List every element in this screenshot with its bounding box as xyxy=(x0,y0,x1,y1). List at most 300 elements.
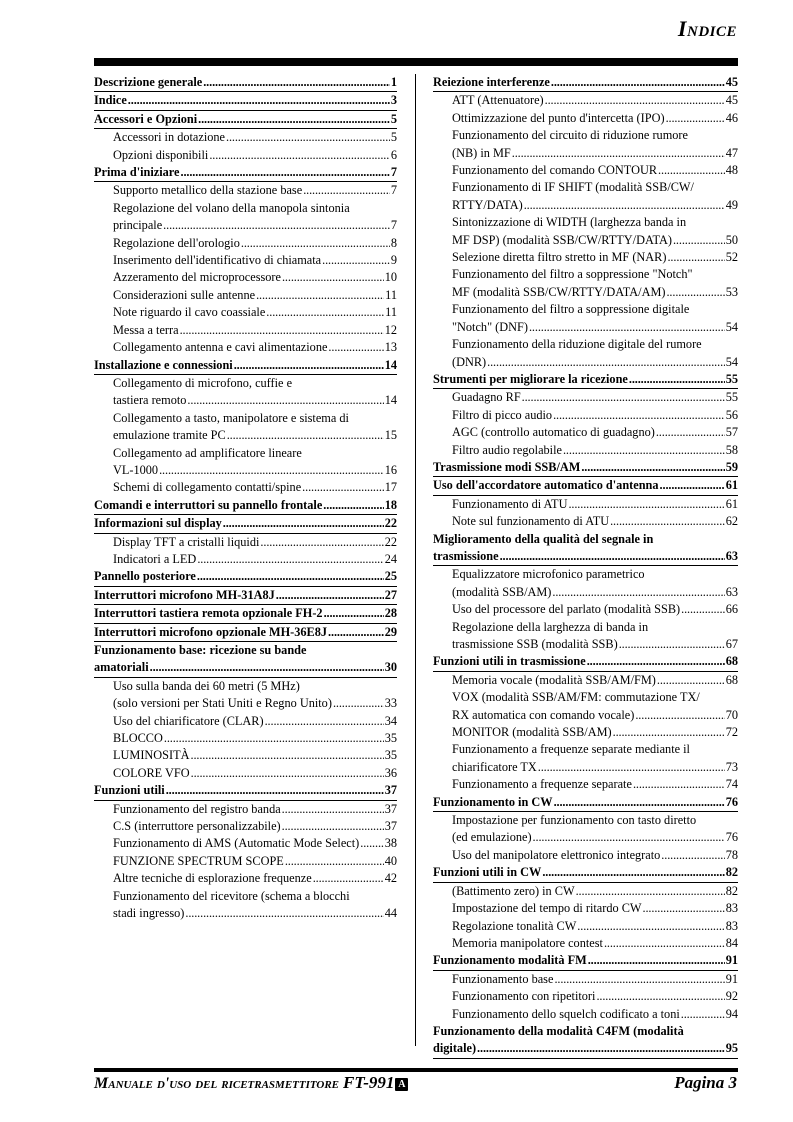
toc-leader-dots xyxy=(223,515,384,532)
toc-section xyxy=(433,531,738,567)
toc-page-number: 47 xyxy=(725,145,738,160)
toc-subsection xyxy=(94,853,397,870)
toc-section xyxy=(433,477,738,495)
toc-page-number: 37 xyxy=(384,819,397,834)
toc-subsection xyxy=(433,162,738,179)
toc-entry-text: Uso sulla banda dei 60 metri (5 MHz) xyxy=(113,678,300,693)
toc-page-number: 44 xyxy=(384,906,397,921)
toc-page-number: 68 xyxy=(725,654,738,669)
toc-leader-dots xyxy=(226,129,390,146)
toc-section xyxy=(94,92,397,110)
toc-section xyxy=(94,605,397,623)
toc-leader-dots xyxy=(604,935,725,952)
toc-subsection xyxy=(94,870,397,887)
toc-entry-text: Funzionamento base xyxy=(452,971,554,986)
toc-entry-text: Regolazione dell'orologio xyxy=(113,235,240,250)
toc-entry-text: Filtro audio regolabile xyxy=(452,442,562,457)
toc-leader-dots xyxy=(285,853,384,870)
toc-entry-text: Supporto metallico della stazione base xyxy=(113,183,303,198)
toc-leader-dots xyxy=(477,1040,725,1057)
toc-subsection xyxy=(433,812,738,847)
toc-subsection xyxy=(94,375,397,410)
toc-page-number: 9 xyxy=(390,253,397,268)
toc-subsection xyxy=(94,551,397,568)
toc-section xyxy=(433,371,738,389)
toc-subsection xyxy=(433,266,738,301)
toc-entry-text: MONITOR (modalità SSB/AM) xyxy=(452,725,612,740)
toc-subsection xyxy=(94,287,397,304)
toc-subsection xyxy=(433,776,738,793)
toc-entry-text-line: Regolazione della larghezza di banda in xyxy=(452,619,649,634)
toc-page-number: 50 xyxy=(725,232,738,247)
toc-entry-text: digitale) xyxy=(433,1041,477,1056)
toc-left-column xyxy=(94,74,397,923)
toc-entry-text: Collegamento antenna e cavi alimentazione xyxy=(113,340,328,355)
toc-page-number: 6 xyxy=(390,147,397,162)
toc-entry-text: Funzionamento con ripetitori xyxy=(452,989,596,1004)
toc-leader-dots xyxy=(581,459,724,476)
toc-page-number: 82 xyxy=(725,883,738,898)
toc-subsection xyxy=(433,1006,738,1023)
toc-page-number: 24 xyxy=(384,551,397,566)
toc-subsection xyxy=(433,389,738,406)
toc-page-number: 68 xyxy=(725,672,738,687)
toc-subsection xyxy=(433,988,738,1005)
toc-leader-dots xyxy=(303,182,390,199)
toc-section xyxy=(94,587,397,605)
toc-leader-dots xyxy=(265,713,384,730)
toc-leader-dots xyxy=(577,918,724,935)
toc-page-number: 62 xyxy=(725,514,738,529)
toc-section xyxy=(94,497,397,515)
toc-subsection xyxy=(433,918,738,935)
toc-subsection xyxy=(433,741,738,776)
toc-page-number: 5 xyxy=(390,130,397,145)
toc-leader-dots xyxy=(666,284,724,301)
toc-entry-text: LUMINOSITÀ xyxy=(113,748,190,763)
toc-section xyxy=(433,459,738,477)
toc-entry-text: Funzionamento in CW xyxy=(433,794,553,809)
toc-subsection xyxy=(433,971,738,988)
toc-page-number: 73 xyxy=(725,759,738,774)
toc-subsection xyxy=(94,730,397,747)
toc-entry-text: amatoriali xyxy=(94,660,149,675)
toc-page-number: 34 xyxy=(384,713,397,728)
toc-leader-dots xyxy=(656,424,725,441)
toc-page-number: 40 xyxy=(384,853,397,868)
toc-entry-text: Strumenti per migliorare la ricezione xyxy=(433,371,628,386)
toc-page-number: 83 xyxy=(725,918,738,933)
toc-page-number: 25 xyxy=(384,569,397,584)
toc-subsection xyxy=(433,407,738,424)
toc-page-number: 63 xyxy=(725,584,738,599)
toc-entry-text: Interruttori microfono MH-31A8J xyxy=(94,587,275,602)
toc-entry-text: Installazione e connessioni xyxy=(94,357,233,372)
toc-leader-dots xyxy=(635,707,724,724)
toc-page-number: 54 xyxy=(725,354,738,369)
toc-page-number: 7 xyxy=(390,218,397,233)
toc-entry-text-line: Equalizzatore microfonico parametrico xyxy=(452,567,645,582)
toc-subsection xyxy=(94,252,397,269)
toc-page-number: 18 xyxy=(384,497,397,512)
toc-entry-text: MF (modalità SSB/CW/RTTY/DATA/AM) xyxy=(452,284,666,299)
toc-page-number: 28 xyxy=(384,606,397,621)
toc-leader-dots xyxy=(234,357,384,374)
toc-subsection xyxy=(433,883,738,900)
toc-section xyxy=(433,794,738,812)
toc-entry-text: Note sul funzionamento di ATU xyxy=(452,514,610,529)
toc-entry-text: Prima d'iniziare xyxy=(94,165,180,180)
toc-section xyxy=(94,164,397,182)
toc-subsection xyxy=(433,689,738,724)
toc-entry-text: Funzionamento del registro banda xyxy=(113,801,281,816)
toc-entry-text: Funzioni utili in trasmissione xyxy=(433,654,586,669)
toc-leader-dots xyxy=(313,870,384,887)
toc-page-number: 95 xyxy=(725,1041,738,1056)
toc-section xyxy=(94,357,397,375)
toc-leader-dots xyxy=(197,551,383,568)
toc-page-number: 42 xyxy=(384,871,397,886)
toc-page-number: 36 xyxy=(384,765,397,780)
toc-entry-text: Opzioni disponibili xyxy=(113,147,209,162)
toc-subsection xyxy=(433,249,738,266)
toc-subsection xyxy=(433,601,738,618)
toc-leader-dots xyxy=(587,653,725,670)
toc-page-number: 45 xyxy=(725,75,738,89)
page-title: Indice xyxy=(677,16,737,41)
toc-page-number: 14 xyxy=(384,393,397,408)
toc-leader-dots xyxy=(553,407,725,424)
toc-subsection xyxy=(433,442,738,459)
toc-leader-dots xyxy=(588,952,725,969)
toc-page-number: 72 xyxy=(725,725,738,740)
toc-entry-text: tastiera remoto xyxy=(113,393,187,408)
toc-page-number: 13 xyxy=(384,340,397,355)
toc-entry-text: Note riguardo il cavo coassiale xyxy=(113,305,266,320)
toc-section xyxy=(94,515,397,533)
toc-entry-text-line: Funzionamento della riduzione digitale del rumore xyxy=(452,337,702,352)
toc-page-number: 84 xyxy=(725,935,738,950)
toc-subsection xyxy=(433,900,738,917)
toc-section xyxy=(433,74,738,92)
toc-entry-text: FUNZIONE SPECTRUM SCOPE xyxy=(113,853,284,868)
toc-leader-dots xyxy=(681,1006,725,1023)
toc-leader-dots xyxy=(324,605,384,622)
toc-entry-text: Pannello posteriore xyxy=(94,569,196,584)
toc-page-number: 17 xyxy=(384,480,397,495)
toc-entry-text: Funzionamento dello squelch codificato a toni xyxy=(452,1006,680,1021)
toc-leader-dots xyxy=(667,249,724,266)
toc-leader-dots xyxy=(613,724,725,741)
toc-entry-text: Funzionamento di AMS (Automatic Mode Select) xyxy=(113,836,360,851)
toc-subsection xyxy=(433,496,738,513)
toc-entry-text: trasmissione xyxy=(433,548,499,563)
toc-leader-dots xyxy=(191,765,384,782)
toc-leader-dots xyxy=(657,672,725,689)
toc-page-number: 56 xyxy=(725,407,738,422)
toc-entry-text: (Battimento zero) in CW xyxy=(452,883,575,898)
toc-entry-text: Funzioni utili xyxy=(94,783,165,798)
toc-leader-dots xyxy=(323,497,383,514)
toc-section xyxy=(433,1023,738,1059)
toc-leader-dots xyxy=(554,971,724,988)
title-rule xyxy=(94,58,738,66)
toc-right-column xyxy=(433,74,738,1059)
toc-leader-dots xyxy=(360,835,383,852)
toc-subsection xyxy=(433,214,738,249)
toc-subsection xyxy=(94,747,397,764)
toc-page-number: 78 xyxy=(725,847,738,862)
toc-leader-dots xyxy=(643,900,725,917)
toc-subsection xyxy=(94,410,397,445)
toc-entry-text: Accessori e Opzioni xyxy=(94,111,198,126)
toc-leader-dots xyxy=(241,235,390,252)
toc-page-number: 22 xyxy=(384,534,397,549)
toc-page-number: 76 xyxy=(725,830,738,845)
toc-subsection xyxy=(94,678,397,695)
toc-subsection xyxy=(94,147,397,164)
toc-entry-text: Comandi e interruttori su pannello frontale xyxy=(94,497,323,512)
toc-leader-dots xyxy=(551,74,725,91)
toc-page-number: 11 xyxy=(385,305,397,320)
toc-entry-text-line: Sintonizzazione di WIDTH (larghezza banda in xyxy=(452,215,687,230)
toc-page-number: 55 xyxy=(725,371,738,386)
footer-manual-title xyxy=(94,1073,408,1093)
toc-section xyxy=(94,782,397,800)
toc-leader-dots xyxy=(552,584,724,601)
toc-leader-dots xyxy=(487,354,725,371)
toc-leader-dots xyxy=(328,624,384,641)
toc-entry-text: Regolazione tonalità CW xyxy=(452,918,577,933)
toc-page-number: 59 xyxy=(725,459,738,474)
toc-entry-text: Interruttori tastiera remota opzionale FH-2 xyxy=(94,606,323,621)
toc-subsection xyxy=(94,304,397,321)
toc-entry-text: Ottimizzazione del punto d'intercetta (IPO) xyxy=(452,110,665,125)
toc-entry-text: chiarificatore TX xyxy=(452,759,537,774)
toc-entry-text: principale xyxy=(113,218,163,233)
toc-entry-text: C.S (interruttore personalizzabile) xyxy=(113,819,281,834)
toc-subsection xyxy=(433,110,738,127)
footer-rule xyxy=(94,1068,738,1072)
toc-leader-dots xyxy=(633,776,725,793)
model-name: FT-991 xyxy=(343,1073,395,1092)
toc-page-number: 76 xyxy=(725,794,738,809)
toc-leader-dots xyxy=(545,92,725,109)
toc-leader-dots xyxy=(163,217,390,234)
manual-label: Manuale d'uso del ricetrasmettitore xyxy=(94,1075,340,1092)
toc-subsection xyxy=(94,835,397,852)
toc-leader-dots xyxy=(619,636,725,653)
toc-entry-text: Uso del processore del parlato (modalità SSB) xyxy=(452,602,681,617)
toc-subsection xyxy=(94,695,397,712)
toc-page-number: 33 xyxy=(384,696,397,711)
toc-entry-text: Schemi di collegamento contatti/spine xyxy=(113,480,302,495)
toc-subsection xyxy=(94,765,397,782)
toc-entry-text: Selezione diretta filtro stretto in MF (NAR) xyxy=(452,250,667,265)
toc-entry-text: Funzioni utili in CW xyxy=(433,865,542,880)
toc-leader-dots xyxy=(128,92,390,109)
toc-leader-dots xyxy=(185,905,383,922)
toc-subsection xyxy=(433,672,738,689)
toc-entry-text-line: Funzionamento di IF SHIFT (modalità SSB/CW/ xyxy=(452,180,694,195)
toc-entry-text-line: Funzionamento del ricevitore (schema a blocchi xyxy=(113,888,350,903)
toc-page-number: 46 xyxy=(725,110,738,125)
toc-page-number: 10 xyxy=(384,270,397,285)
toc-leader-dots xyxy=(197,568,384,585)
toc-page-number: 7 xyxy=(390,165,397,180)
toc-page-number: 91 xyxy=(725,953,738,968)
toc-leader-dots xyxy=(529,319,725,336)
toc-leader-dots xyxy=(282,801,384,818)
toc-entry-text: Accessori in dotazione xyxy=(113,130,225,145)
toc-entry-text: stadi ingresso) xyxy=(113,906,185,921)
toc-entry-text: Descrizione generale xyxy=(94,75,203,89)
toc-subsection xyxy=(433,513,738,530)
toc-subsection xyxy=(433,336,738,371)
toc-leader-dots xyxy=(512,145,725,162)
toc-page-number: 54 xyxy=(725,319,738,334)
toc-page-number: 3 xyxy=(390,93,397,108)
toc-subsection xyxy=(94,182,397,199)
toc-page-number: 14 xyxy=(384,357,397,372)
toc-page-number: 15 xyxy=(384,428,397,443)
toc-leader-dots xyxy=(181,164,390,181)
toc-entry-text: trasmissione SSB (modalità SSB) xyxy=(452,637,618,651)
toc-section xyxy=(94,642,397,678)
toc-entry-text: Memoria vocale (modalità SSB/AM/FM) xyxy=(452,672,656,687)
toc-entry-text: Interruttori microfono opzionale MH-36E8J xyxy=(94,624,328,639)
toc-leader-dots xyxy=(333,695,384,712)
toc-page-number: 1 xyxy=(390,75,397,89)
toc-page-number: 7 xyxy=(390,183,397,198)
toc-page-number: 91 xyxy=(725,971,738,986)
toc-leader-dots xyxy=(681,601,725,618)
toc-entry-text: (modalità SSB/AM) xyxy=(452,584,552,599)
toc-entry-text-line: Miglioramento della qualità del segnale in xyxy=(433,531,654,546)
toc-subsection xyxy=(94,713,397,730)
toc-entry-text: Filtro di picco audio xyxy=(452,407,553,422)
toc-page-number: 29 xyxy=(384,624,397,639)
toc-page-number: 92 xyxy=(725,989,738,1004)
toc-entry-text: "Notch" (DNF) xyxy=(452,319,528,334)
toc-entry-text: MF DSP) (modalità SSB/CW/RTTY/DATA) xyxy=(452,232,672,247)
toc-entry-text-line: Impostazione per funzionamento con tasto diretto xyxy=(452,813,697,828)
toc-leader-dots xyxy=(328,339,383,356)
toc-entry-text: Funzionamento modalità FM xyxy=(433,953,587,968)
toc-subsection xyxy=(433,566,738,601)
toc-entry-text: (solo versioni per Stati Uniti e Regno Unito) xyxy=(113,696,332,711)
toc-section xyxy=(94,74,397,92)
toc-page-number: 58 xyxy=(725,442,738,457)
toc-entry-text: Display TFT a cristalli liquidi xyxy=(113,534,260,549)
toc-leader-dots xyxy=(276,587,384,604)
toc-page-number: 38 xyxy=(384,836,397,851)
toc-leader-dots xyxy=(266,304,384,321)
toc-section xyxy=(433,952,738,970)
toc-subsection xyxy=(94,818,397,835)
toc-entry-text-line: Collegamento di microfono, cuffie e xyxy=(113,375,293,390)
toc-page-number: 63 xyxy=(725,548,738,563)
toc-leader-dots xyxy=(554,794,725,811)
toc-subsection xyxy=(433,619,738,654)
toc-entry-text: Indicatori a LED xyxy=(113,551,197,566)
toc-entry-text: Azzeramento del microprocessore xyxy=(113,270,281,285)
toc-leader-dots xyxy=(658,162,725,179)
toc-page-number: 74 xyxy=(725,777,738,792)
toc-entry-text: Altre tecniche di esplorazione frequenze xyxy=(113,871,312,886)
toc-page-number: 22 xyxy=(384,516,397,531)
toc-leader-dots xyxy=(150,659,384,676)
toc-page-number: 61 xyxy=(725,496,738,511)
model-badge: A xyxy=(395,1078,408,1091)
toc-entry-text-line: Collegamento ad amplificatore lineare xyxy=(113,445,302,460)
toc-page-number: 5 xyxy=(390,111,397,126)
toc-leader-dots xyxy=(180,322,384,339)
toc-subsection xyxy=(433,92,738,109)
toc-subsection xyxy=(94,235,397,252)
toc-leader-dots xyxy=(198,111,390,128)
toc-leader-dots xyxy=(500,548,725,565)
toc-leader-dots xyxy=(302,479,384,496)
toc-subsection xyxy=(94,339,397,356)
toc-entry-text: Impostazione del tempo di ritardo CW xyxy=(452,901,642,916)
toc-entry-text-line: Funzionamento del circuito di riduzione rumore xyxy=(452,128,688,143)
toc-leader-dots xyxy=(209,147,390,164)
toc-leader-dots xyxy=(166,782,384,799)
toc-leader-dots xyxy=(164,730,384,747)
toc-page-number: 55 xyxy=(725,390,738,405)
toc-entry-text: Considerazioni sulle antenne xyxy=(113,287,256,302)
toc-leader-dots xyxy=(282,818,384,835)
column-separator xyxy=(415,74,416,1046)
toc-page-number: 37 xyxy=(384,801,397,816)
toc-subsection xyxy=(433,301,738,336)
toc-leader-dots xyxy=(227,427,384,444)
toc-leader-dots xyxy=(661,847,724,864)
toc-section xyxy=(94,111,397,129)
toc-leader-dots xyxy=(542,864,724,881)
toc-entry-text: Trasmissione modi SSB/AM xyxy=(433,459,581,474)
toc-entry-text: Indice xyxy=(94,93,127,108)
toc-entry-text-line: Funzionamento della modalità C4FM (modalità xyxy=(433,1023,684,1038)
toc-entry-text: Reiezione interferenze xyxy=(433,75,550,89)
toc-page-number: 48 xyxy=(725,163,738,178)
toc-subsection xyxy=(433,724,738,741)
toc-page-number: 11 xyxy=(385,287,397,302)
toc-leader-dots xyxy=(524,197,725,214)
toc-leader-dots xyxy=(203,74,390,91)
toc-page-number: 30 xyxy=(384,660,397,675)
toc-leader-dots xyxy=(159,462,384,479)
toc-page-number: 12 xyxy=(384,322,397,337)
toc-leader-dots xyxy=(187,392,383,409)
toc-page-number: 27 xyxy=(384,587,397,602)
toc-entry-text-line: Collegamento a tasto, manipolatore e sistema di xyxy=(113,410,349,425)
toc-subsection xyxy=(94,129,397,146)
toc-entry-text: Uso dell'accordatore automatico d'antenna xyxy=(433,478,659,493)
toc-page-number: 82 xyxy=(725,865,738,880)
toc-leader-dots xyxy=(522,389,725,406)
toc-subsection xyxy=(94,534,397,551)
toc-page-number: 45 xyxy=(725,93,738,108)
toc-page-number: 66 xyxy=(725,602,738,617)
toc-entry-text-line: Funzionamento del filtro a soppressione "Notch" xyxy=(452,267,693,282)
toc-subsection xyxy=(94,479,397,496)
toc-section xyxy=(433,653,738,671)
toc-leader-dots xyxy=(260,534,383,551)
toc-entry-text: (DNR) xyxy=(452,354,487,369)
toc-leader-dots xyxy=(568,496,724,513)
